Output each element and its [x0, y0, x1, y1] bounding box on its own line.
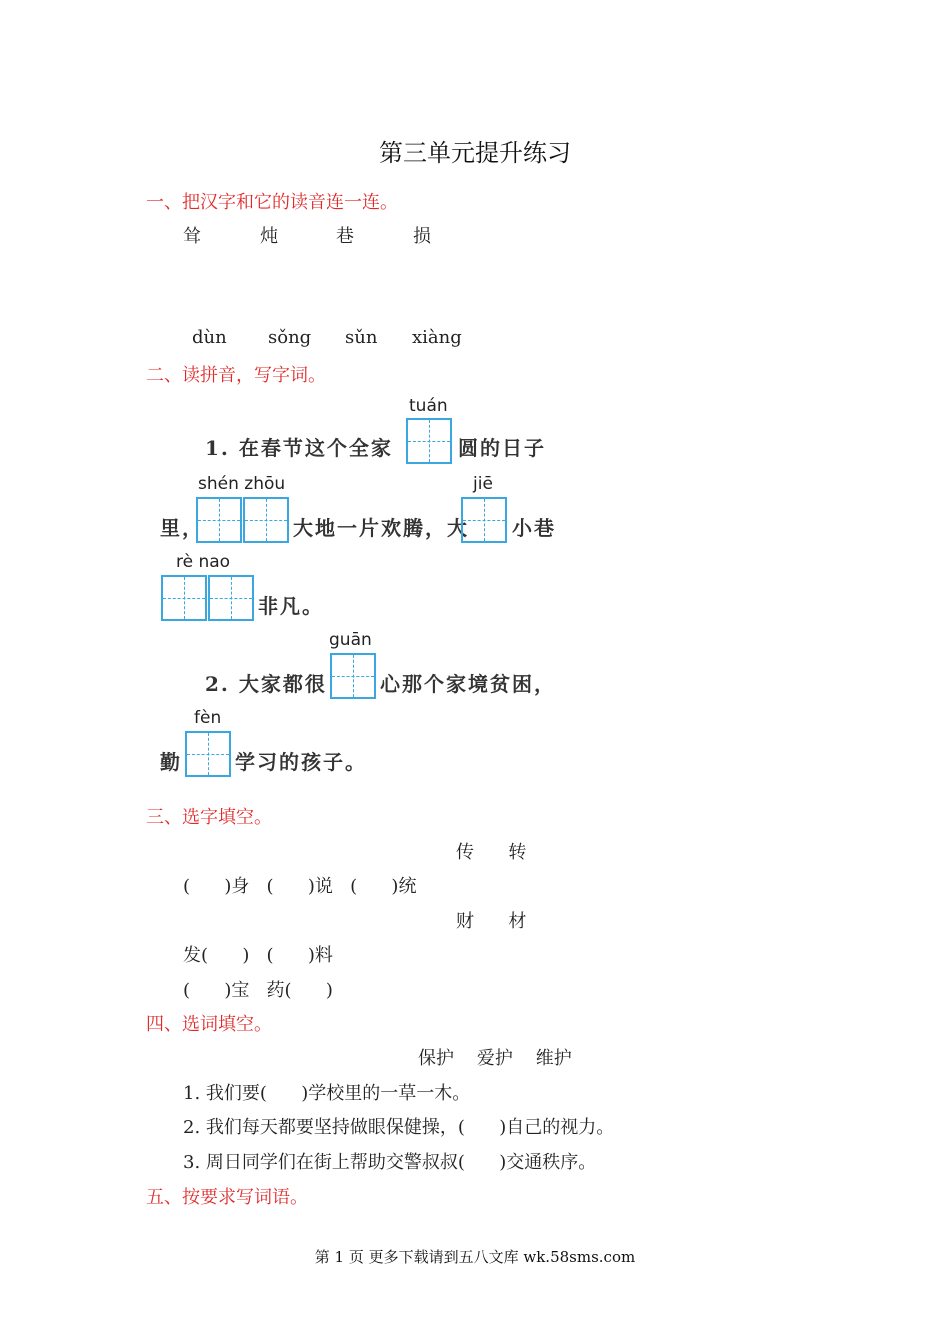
- pinyin-hint: shén zhōu: [198, 474, 286, 494]
- sentence-text: 非凡。: [258, 594, 324, 618]
- writing-box[interactable]: [330, 653, 376, 699]
- section-2-heading: 二、读拼音，写字词。: [146, 365, 326, 386]
- section-5-heading: 五、按要求写词语。: [146, 1187, 308, 1208]
- fill-row: ( )身 ( )说 ( )统: [183, 876, 417, 897]
- writing-box[interactable]: [185, 731, 231, 777]
- writing-box[interactable]: [406, 418, 452, 464]
- sentence-text: 2. 大家都很: [205, 672, 327, 696]
- pinyin-hint: tuán: [409, 396, 448, 416]
- fill-row: 发( ) ( )料: [183, 945, 333, 966]
- section-4-heading: 四、选词填空。: [146, 1014, 272, 1035]
- sentence-text: 1. 在春节这个全家: [205, 436, 393, 460]
- writing-box[interactable]: [196, 497, 242, 543]
- pinyin-hint: jiē: [473, 474, 493, 494]
- char-item: 损: [413, 226, 431, 247]
- sentence-text: 大地一片欢腾，大: [293, 516, 469, 540]
- question-item: 1. 我们要( )学校里的一草一木。: [183, 1083, 471, 1104]
- section-1-heading: 一、把汉字和它的读音连一连。: [146, 192, 398, 213]
- pinyin-item: dùn: [192, 327, 227, 348]
- fill-row: ( )宝 药( ): [183, 980, 333, 1001]
- sentence-text: 里，: [160, 516, 204, 540]
- pinyin-item: sǔn: [345, 327, 378, 348]
- char-item: 耸: [183, 226, 201, 247]
- word-choices: 保护 爱护 维护: [418, 1048, 572, 1069]
- writing-box[interactable]: [461, 497, 507, 543]
- pinyin-hint: guān: [329, 630, 372, 650]
- sentence-text: 小巷: [512, 516, 556, 540]
- page-footer: 第 1 页 更多下载请到五八文库 wk.58sms.com: [314, 1248, 636, 1266]
- char-choices: 财 材: [456, 911, 527, 932]
- sentence-text: 圆的日子: [458, 436, 546, 460]
- pinyin-item: sǒng: [268, 327, 312, 348]
- pinyin-hint: rè nao: [176, 552, 231, 572]
- char-item: 炖: [260, 226, 278, 247]
- writing-box[interactable]: [161, 575, 207, 621]
- question-item: 3. 周日同学们在街上帮助交警叔叔( )交通秩序。: [183, 1152, 597, 1173]
- page-title: 第三单元提升练习: [379, 139, 571, 167]
- sentence-text: 勤: [160, 750, 182, 774]
- question-item: 2. 我们每天都要坚持做眼保健操，( )自己的视力。: [183, 1117, 615, 1138]
- pinyin-item: xiàng: [412, 327, 462, 348]
- writing-box[interactable]: [243, 497, 289, 543]
- writing-box[interactable]: [208, 575, 254, 621]
- section-3-heading: 三、选字填空。: [146, 807, 272, 828]
- sentence-text: 学习的孩子。: [235, 750, 367, 774]
- char-choices: 传 转: [456, 842, 527, 863]
- sentence-text: 心那个家境贫困，: [380, 672, 556, 696]
- pinyin-hint: fèn: [194, 708, 222, 728]
- char-item: 巷: [336, 226, 354, 247]
